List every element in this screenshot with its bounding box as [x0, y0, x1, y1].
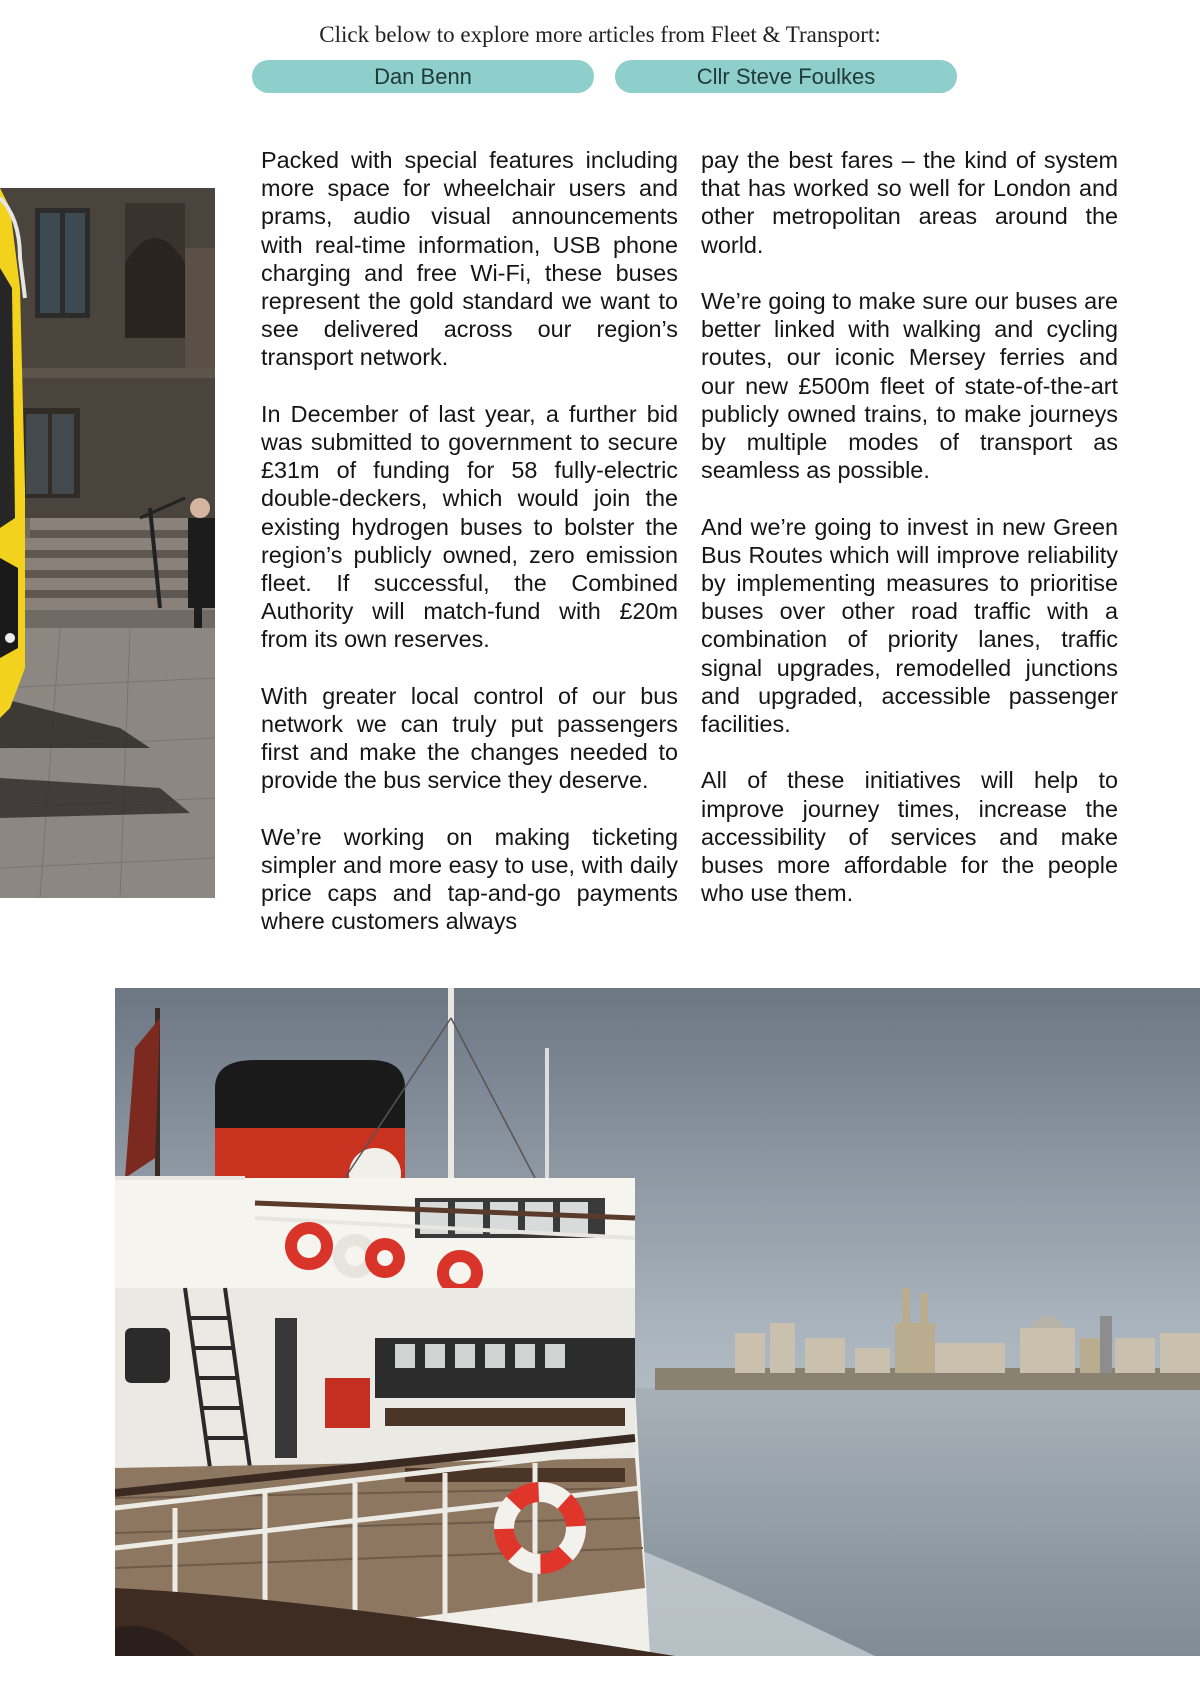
article-paragraph: We’re working on making ticketing simpler and more easy to use, with daily price caps and tap-and-go payments where customers always [261, 823, 678, 935]
related-article-steve-foulkes-button[interactable]: Cllr Steve Foulkes [615, 60, 957, 93]
ferry-photo [115, 988, 1200, 1656]
article-paragraph: All of these initiatives will help to improve journey times, increase the accessibility of services and make buses more affordable for the people who use them. [701, 767, 1118, 907]
article-paragraph: In December of last year, a further bid was submitted to government to secure £31m of funding for 58 fully-electric double-deckers, which would join the existing hydrogen buses to bolster the region’s publicly owned, zero emission fleet. If successful, the Combined Authority will match-fund with £20m from its own reserves. [261, 400, 678, 653]
article-paragraph: Packed with special features including more space for wheelchair users and prams, audio visual announcements with real-time information, USB phone charging and free Wi-Fi, these buses represent the gold standard we want to see delivered across our region’s transport network. [261, 147, 678, 371]
article-paragraph: With greater local control of our bus network we can truly put passengers first and make the changes needed to provide the bus service they deserve. [261, 682, 678, 794]
related-articles-prompt: Click below to explore more articles from Fleet & Transport: [319, 22, 881, 47]
article-paragraph: pay the best fares – the kind of system that has worked so well for London and other metropolitan areas around the world. [701, 147, 1118, 258]
article-paragraph: We’re going to make sure our buses are better linked with walking and cycling routes, our iconic Mersey ferries and our new £500m fleet of state-of-the-art publicly owned trains, to make journeys by multiple modes of transport as seamless as possible. [701, 288, 1118, 484]
article-column-right [701, 146, 1118, 907]
article-column-left [261, 146, 678, 936]
bus-photo [0, 188, 215, 898]
article-paragraph: And we’re going to invest in new Green Bus Routes which will improve reliability by implementing measures to prioritise buses over other road traffic with a combination of priority lanes, traffic signal upgrades, remodelled junctions and upgraded, accessible passenger facilities. [701, 513, 1118, 738]
related-article-dan-benn-button[interactable]: Dan Benn [252, 60, 594, 93]
